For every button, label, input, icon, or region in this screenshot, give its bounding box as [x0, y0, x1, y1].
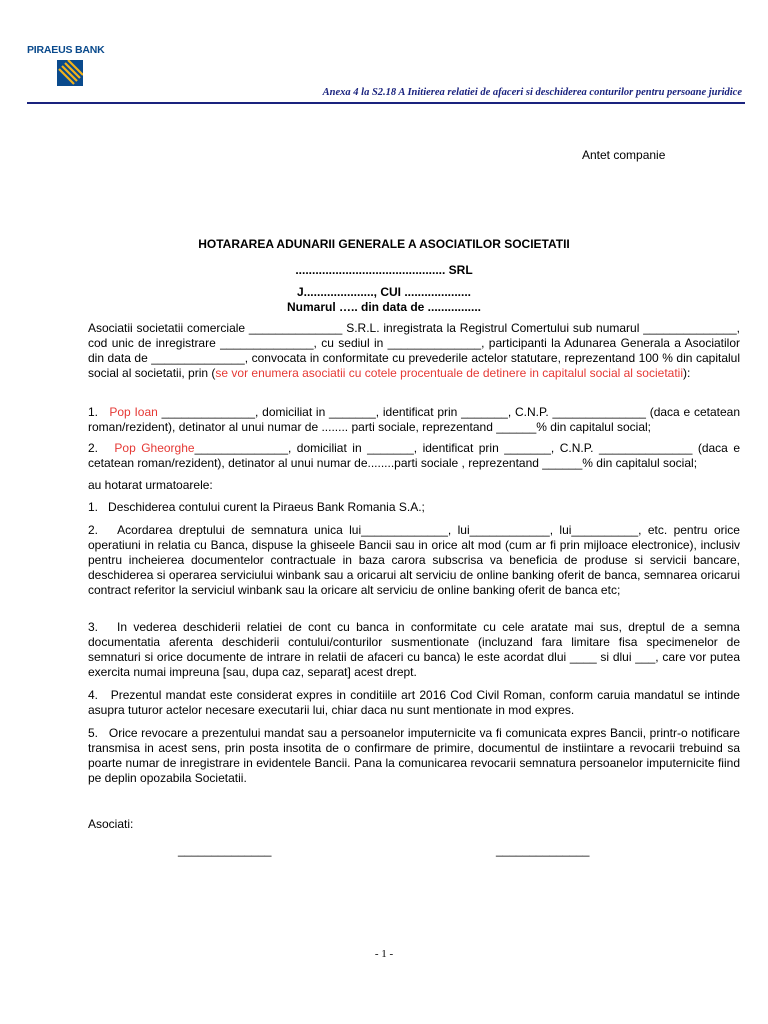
- decision-number: 5.: [88, 726, 99, 740]
- intro-note: se vor enumera asociatii cu cotele procentuale de detinere in capitalul social al societatii: [215, 366, 683, 380]
- intro-end: ):: [683, 366, 691, 380]
- company-letterhead-label: Antet companie: [582, 148, 666, 162]
- decision-item: [88, 726, 740, 786]
- associate-number: 2.: [88, 441, 99, 455]
- annex-reference: Anexa 4 la S2.18 A Initierea relatiei de afaceri si deschiderea conturilor pentru persoane juridice: [322, 87, 742, 98]
- header-divider: [27, 102, 745, 104]
- associate-item: [88, 405, 740, 435]
- associate-details: ______________, domiciliat in _______, identificat prin _______, C.N.P. ______________ (daca e cetatean roman/rezident), detinator al unui numar de ........ parti sociale, reprezentand ______% din capitalul social;: [88, 405, 740, 434]
- decision-text: Prezentul mandat este considerat expres in conditiile art 2016 Cod Civil Roman, conform caruia mandatul se intinde asupra tuturor actelor necesare executarii lui, chiar daca nu sunt mentionate in mod expres.: [88, 688, 740, 717]
- document-title: HOTARAREA ADUNARII GENERALE A ASOCIATILOR SOCIETATII: [198, 237, 570, 251]
- intro-text: Asociatii societatii comerciale ______________ S.R.L. inregistrata la Registrul Comertului sub numarul ______________, cod unic de inregistrare ______________, cu sediul in ______________, participanti la Adunarea Generala a Asociatilor din data de ______________, convocata in conformitate cu prevederile actelor statutare, reprezentand 100 % din capitalul social al societatii, prin (: [88, 321, 740, 380]
- decided-label: au hotarat urmatoarele:: [88, 478, 213, 492]
- decision-item: [88, 620, 740, 680]
- decision-text: Deschiderea contului curent la Piraeus Bank Romania S.A.;: [108, 500, 425, 514]
- associate-name: Pop Gheorghe: [114, 441, 195, 455]
- decision-number: 4.: [88, 688, 99, 702]
- decision-item: [88, 500, 740, 515]
- decision-number: 3.: [88, 620, 99, 634]
- intro-paragraph: [88, 321, 740, 381]
- decision-text: Orice revocare a prezentului mandat sau a persoanelor imputernicite va fi comunicata expres Bancii, printr-o notificare transmisa in acest sens, prin posta insotita de o confirmare de primire, documentul de instiintare a revocarii trebuind sa poarte numar de inregistrare in evidentele Bancii. Pana la comunicarea revocarii semnatura persoanelor imputernicite fiind pe deplin opozabila Societatii.: [88, 726, 740, 785]
- decision-item: [88, 688, 740, 718]
- company-name-line: ............................................. SRL: [295, 263, 473, 277]
- associate-item: [88, 441, 740, 471]
- bank-name: PIRAEUS BANK: [27, 44, 105, 56]
- signature-line: ______________: [496, 843, 590, 857]
- piraeus-stripes-icon: [57, 60, 83, 86]
- decision-text: In vederea deschiderii relatiei de cont cu banca in conformitate cu cele aratate mai sus, dreptul de a semna documentatia aferenta deschiderii contului/conturilor susmentionate (incluzand fara limitare fisa specimenelor de semnaturi si orice documente de intrare in relatii de afaceri cu banca) le este acordat dlui ____ si dlui ___, care vor putea exercita numai impreuna [sau, dupa caz, separat] acest drept.: [88, 620, 740, 679]
- piraeus-bank-logo: [27, 44, 107, 92]
- associate-number: 1.: [88, 405, 99, 419]
- signature-line: ______________: [178, 843, 272, 857]
- registration-line: J....................., CUI ....................: [296, 285, 472, 299]
- signatures-label: Asociati:: [88, 817, 134, 831]
- decision-number: 2.: [88, 523, 99, 537]
- associate-details: ______________, domiciliat in _______, identificat prin _______, C.N.P. ______________ (daca e cetatean roman/rezident), detinator al unui numar de........parti sociale , reprezentand ______% din capitalul social;: [88, 441, 740, 470]
- decision-text: Acordarea dreptului de semnatura unica lui_____________, lui____________, lui__________, etc. pentru orice operatiuni in relatia cu Banca, dispuse la ghiseele Bancii sau in orice alt mod (cum ar fi prin mijloace electronice), inclusiv pentru incheierea documentelor contractuale in baza carora subscrisa va beneficia de produse si servicii bancare, deschiderea si operarea serviciului winbank sau a oricarui alt serviciu de online banking oferit de banca, semnarea oricarui contract referitor la serviciul winbank sau la oricare alt serviciu de online banking oferit de banca etc;: [88, 523, 740, 597]
- associate-name: Pop Ioan: [109, 405, 158, 419]
- decision-item: [88, 523, 740, 598]
- page-number: - 1 -: [374, 948, 394, 960]
- decision-number: 1.: [88, 500, 99, 514]
- decision-number-line: Numarul ….. din data de ................: [286, 300, 482, 314]
